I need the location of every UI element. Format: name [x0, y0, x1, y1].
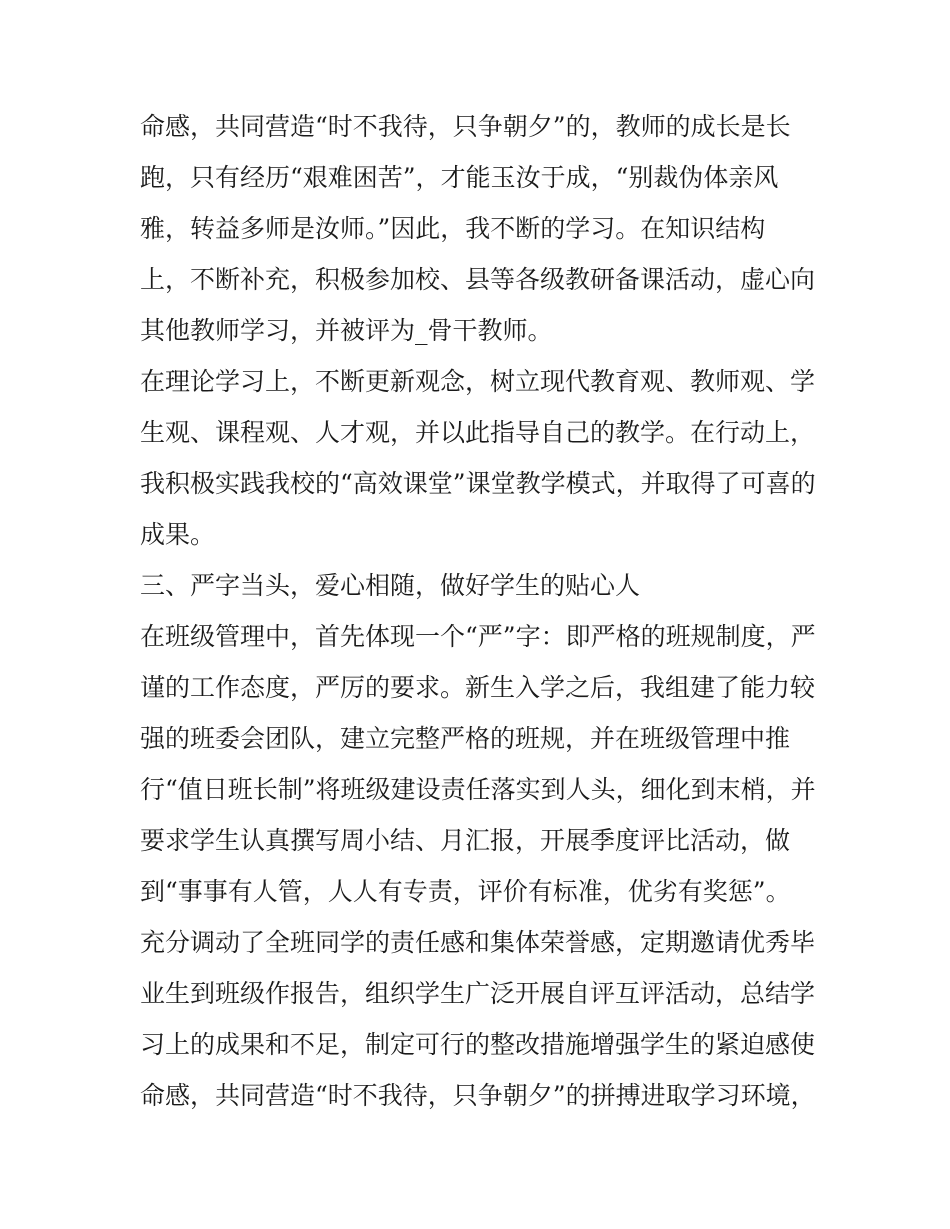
text-line: 习上的成果和不足，制定可行的整改措施增强学生的紧迫感使 [140, 1030, 816, 1059]
text-line: 充分调动了全班同学的责任感和集体荣誉感，定期邀请优秀毕 [140, 928, 816, 957]
text-line: 生观、课程观、人才观，并以此指导自己的教学。在行动上， [140, 418, 816, 447]
section-heading: 三、严字当头，爱心相随，做好学生的贴心人 [140, 571, 641, 600]
text-line: 强的班委会团队，建立完整严格的班规，并在班级管理中推 [140, 724, 791, 753]
text-line: 成果。 [140, 520, 216, 549]
text-line: 在理论学习上，不断更新观念，树立现代教育观、教师观、学 [140, 367, 816, 396]
text-line: 雅，转益多师是汝师。”因此，我不断的学习。在知识结构 [140, 214, 766, 243]
text-line: 行“值日班长制”将班级建设责任落实到人头，细化到末梢，并 [140, 775, 816, 804]
text-line: 命感，共同营造“时不我待，只争朝夕”的拼搏进取学习环境， [140, 1081, 816, 1110]
text-line: 跑，只有经历“艰难困苦”，才能玉汝于成，“别裁伪体亲风 [140, 163, 779, 192]
text-line: 谨的工作态度，严厉的要求。新生入学之后，我组建了能力较 [140, 673, 816, 702]
text-line: 上，不断补充，积极参加校、县等各级教研备课活动，虚心向 [140, 265, 816, 294]
text-line: 业生到班级作报告，组织学生广泛开展自评互评活动，总结学 [140, 979, 816, 1008]
text-line: 命感，共同营造“时不我待，只争朝夕”的，教师的成长是长 [140, 112, 791, 141]
text-line: 其他教师学习，并被评为_骨干教师。 [140, 316, 553, 345]
text-line: 要求学生认真撰写周小结、月汇报，开展季度评比活动，做 [140, 826, 791, 855]
body-text [140, 101, 820, 1121]
text-line: 我积极实践我校的“高效课堂”课堂教学模式，并取得了可喜的 [140, 469, 816, 498]
text-line: 在班级管理中，首先体现一个“严”字：即严格的班规制度，严 [140, 622, 816, 651]
text-line: 到“事事有人管，人人有专责，评价有标准，优劣有奖惩”。 [140, 877, 791, 906]
